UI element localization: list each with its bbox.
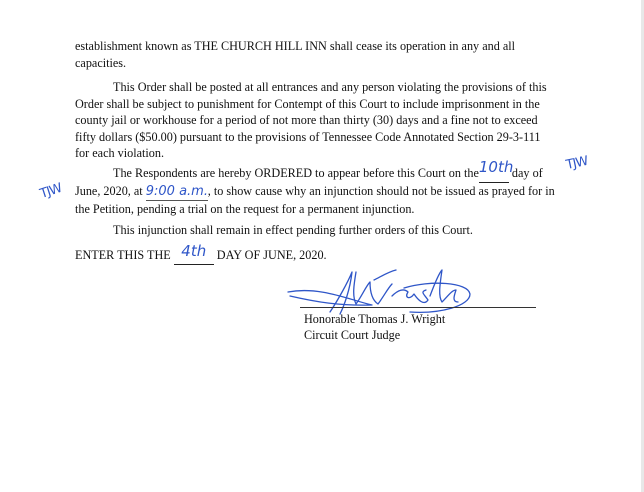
text-line: the Petition, pending a trial on the request for a permanent injunction.: [75, 202, 415, 217]
handwritten-time: 9:00 a.m.: [145, 183, 208, 199]
text-segment: ENTER THIS THE: [75, 248, 171, 262]
text-segment: DAY OF JUNE, 2020.: [216, 248, 327, 262]
handwritten-enter-day: 4th: [181, 242, 207, 260]
signature-line: [300, 307, 536, 308]
paragraph-injunction-effect: This injunction shall remain in effect pending further orders of this Court.: [113, 223, 473, 237]
handwritten-day: 10th: [478, 158, 514, 176]
text-line: capacities.: [75, 55, 127, 70]
text-segment: The Respondents are hereby ORDERED to appear before this Court on the: [113, 166, 479, 180]
initials-right: TJW: [564, 153, 589, 174]
text-segment: June, 2020, at: [75, 183, 143, 198]
judge-name: Honorable Thomas J. Wright: [304, 312, 446, 326]
judge-title: Circuit Court Judge: [304, 328, 401, 342]
initials-left: TJW: [38, 181, 64, 202]
text-line: Order shall be subject to punishment for Contempt of this Court to include imprisonment in the: [75, 96, 540, 111]
text-segment: day of: [511, 166, 543, 180]
text-line: fifty dollars ($50.00) pursuant to the provisions of Tennessee Code Annotated Section 29-3-111: [75, 129, 541, 144]
text-line: county jail or workhouse for a period of not more than thirty (30) days and a fine not to exceed: [75, 113, 538, 128]
text-line: establishment known as THE CHURCH HILL INN shall cease its operation in any and all: [75, 39, 516, 53]
text-segment: , to show cause why an injunction should not be issued as prayed for in: [207, 183, 555, 198]
text-line: for each violation.: [75, 146, 165, 161]
text-line: This Order shall be posted at all entrances and any person violating the provisions of this: [113, 80, 547, 94]
